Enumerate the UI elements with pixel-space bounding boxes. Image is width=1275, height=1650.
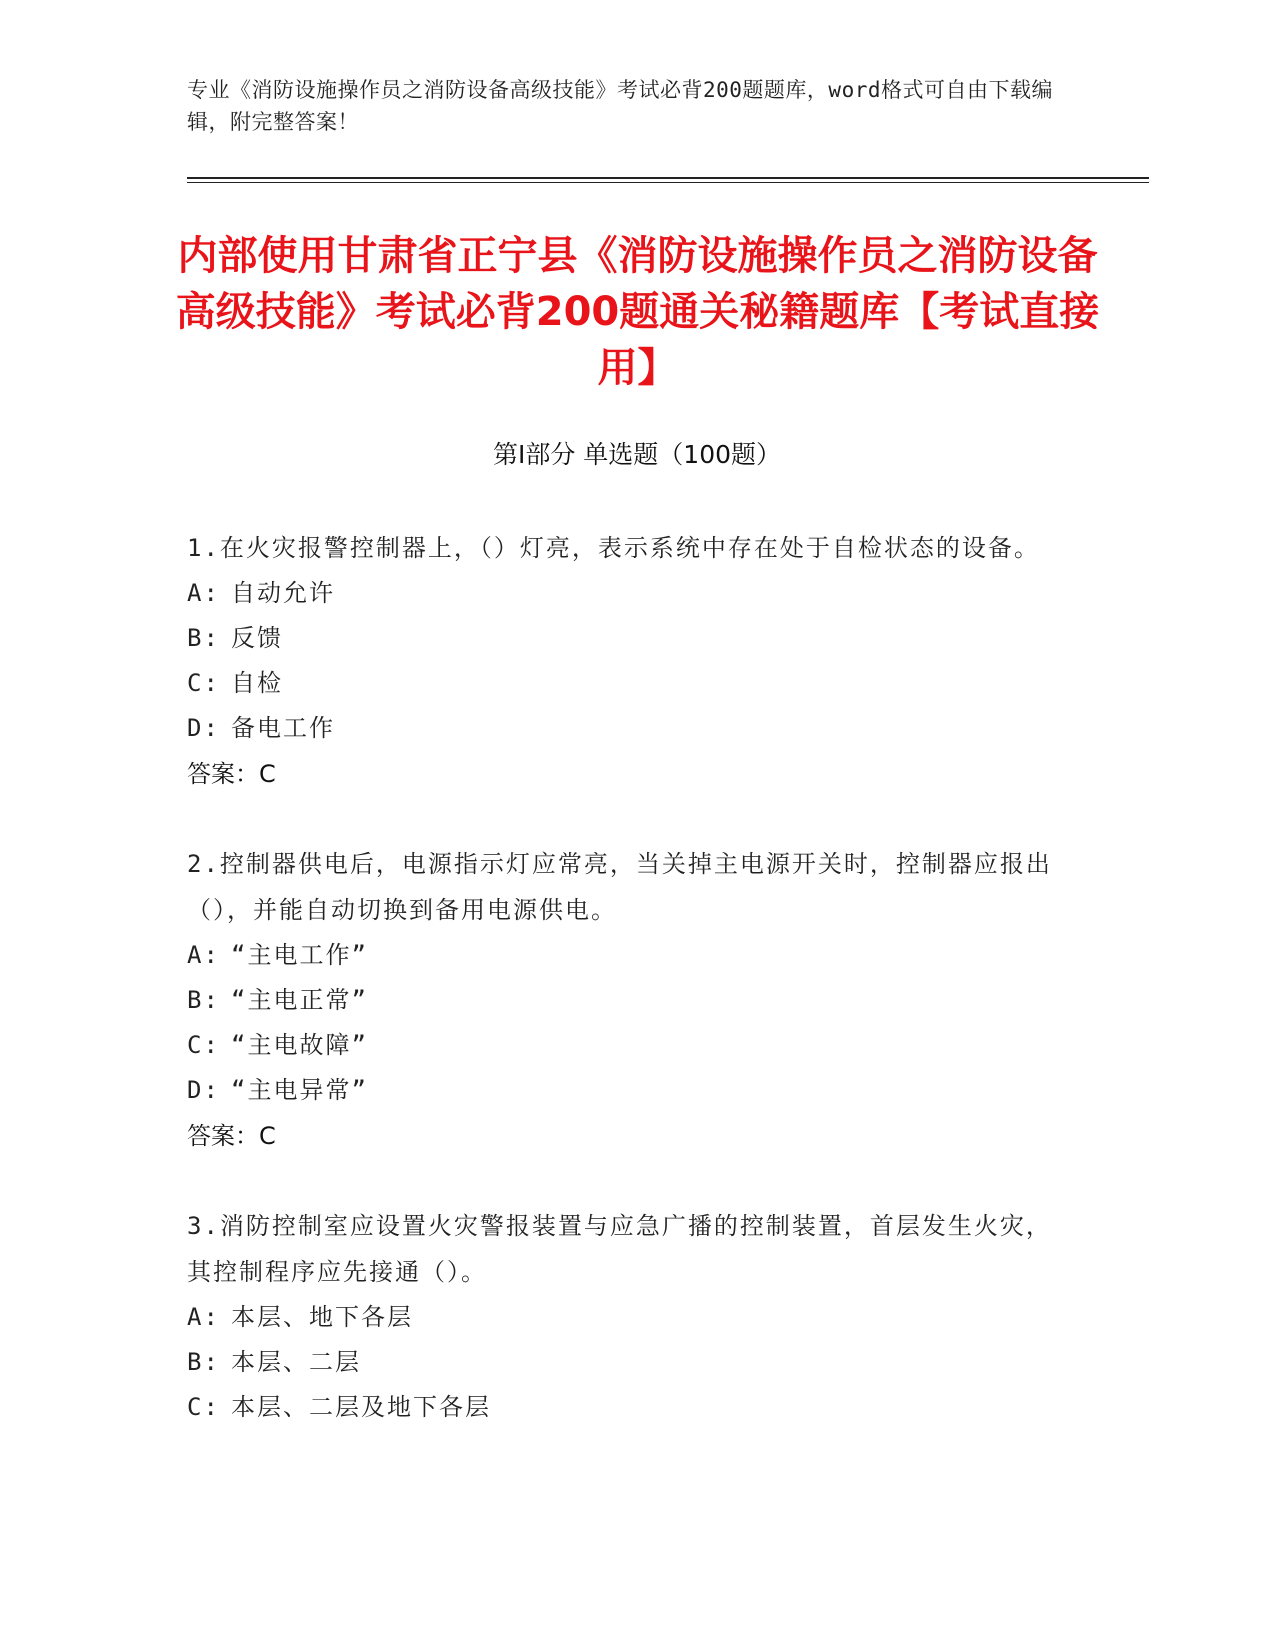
- option-letter: A:: [187, 579, 220, 607]
- option-b: [187, 1340, 1067, 1385]
- question-list: [187, 525, 1067, 1474]
- option-text: 本层、二层: [231, 1348, 361, 1376]
- option-text: “主电工作”: [231, 941, 368, 969]
- option-text: 反馈: [231, 624, 283, 652]
- option-letter: A:: [187, 1303, 220, 1331]
- option-letter: C:: [187, 669, 220, 697]
- option-letter: B:: [187, 1348, 220, 1376]
- question-3: [187, 1203, 1067, 1430]
- option-b: [187, 616, 1067, 661]
- option-a: [187, 571, 1067, 616]
- option-letter: C:: [187, 1393, 220, 1421]
- option-text: “主电异常”: [231, 1076, 368, 1104]
- option-a: [187, 1295, 1067, 1340]
- document-title: 内部使用甘肃省正宁县《消防设施操作员之消防设备高级技能》考试必背200题通关秘籍题库【考试直接用】: [175, 233, 1100, 391]
- option-letter: D:: [187, 714, 220, 742]
- option-c: [187, 1385, 1067, 1430]
- option-text: “主电正常”: [231, 986, 368, 1014]
- section-heading: 第Ⅰ部分 单选题（100题）: [492, 440, 782, 469]
- option-a: [187, 933, 1067, 978]
- option-d: [187, 706, 1067, 751]
- option-text: 本层、二层及地下各层: [231, 1393, 491, 1421]
- option-c: [187, 1023, 1067, 1068]
- option-letter: C:: [187, 1031, 220, 1059]
- option-letter: B:: [187, 624, 220, 652]
- option-text: 自动允许: [231, 579, 335, 607]
- header-note: 专业《消防设施操作员之消防设备高级技能》考试必背200题题库，word格式可自由下载编辑，附完整答案！: [187, 78, 1053, 134]
- option-b: [187, 978, 1067, 1023]
- question-answer: 答案：C: [187, 760, 276, 788]
- question-1: [187, 525, 1067, 797]
- header-rule-thin: [187, 182, 1149, 183]
- option-letter: A:: [187, 941, 220, 969]
- question-answer: 答案：C: [187, 1122, 276, 1150]
- option-d: [187, 1068, 1067, 1113]
- question-2: [187, 841, 1067, 1159]
- option-text: 自检: [231, 669, 283, 697]
- question-stem: 2.控制器供电后，电源指示灯应常亮，当关掉主电源开关时，控制器应报出（），并能自动切换到备用电源供电。: [187, 850, 1052, 924]
- option-letter: D:: [187, 1076, 220, 1104]
- option-text: “主电故障”: [231, 1031, 368, 1059]
- option-c: [187, 661, 1067, 706]
- option-text: 本层、地下各层: [231, 1303, 413, 1331]
- option-text: 备电工作: [231, 714, 335, 742]
- question-stem: 1.在火灾报警控制器上，（）灯亮，表示系统中存在处于自检状态的设备。: [187, 534, 1040, 562]
- option-letter: B:: [187, 986, 220, 1014]
- header-rule-thick: [187, 177, 1149, 179]
- question-stem: 3.消防控制室应设置火灾警报装置与应急广播的控制装置，首层发生火灾，其控制程序应先接通（）。: [187, 1212, 1052, 1286]
